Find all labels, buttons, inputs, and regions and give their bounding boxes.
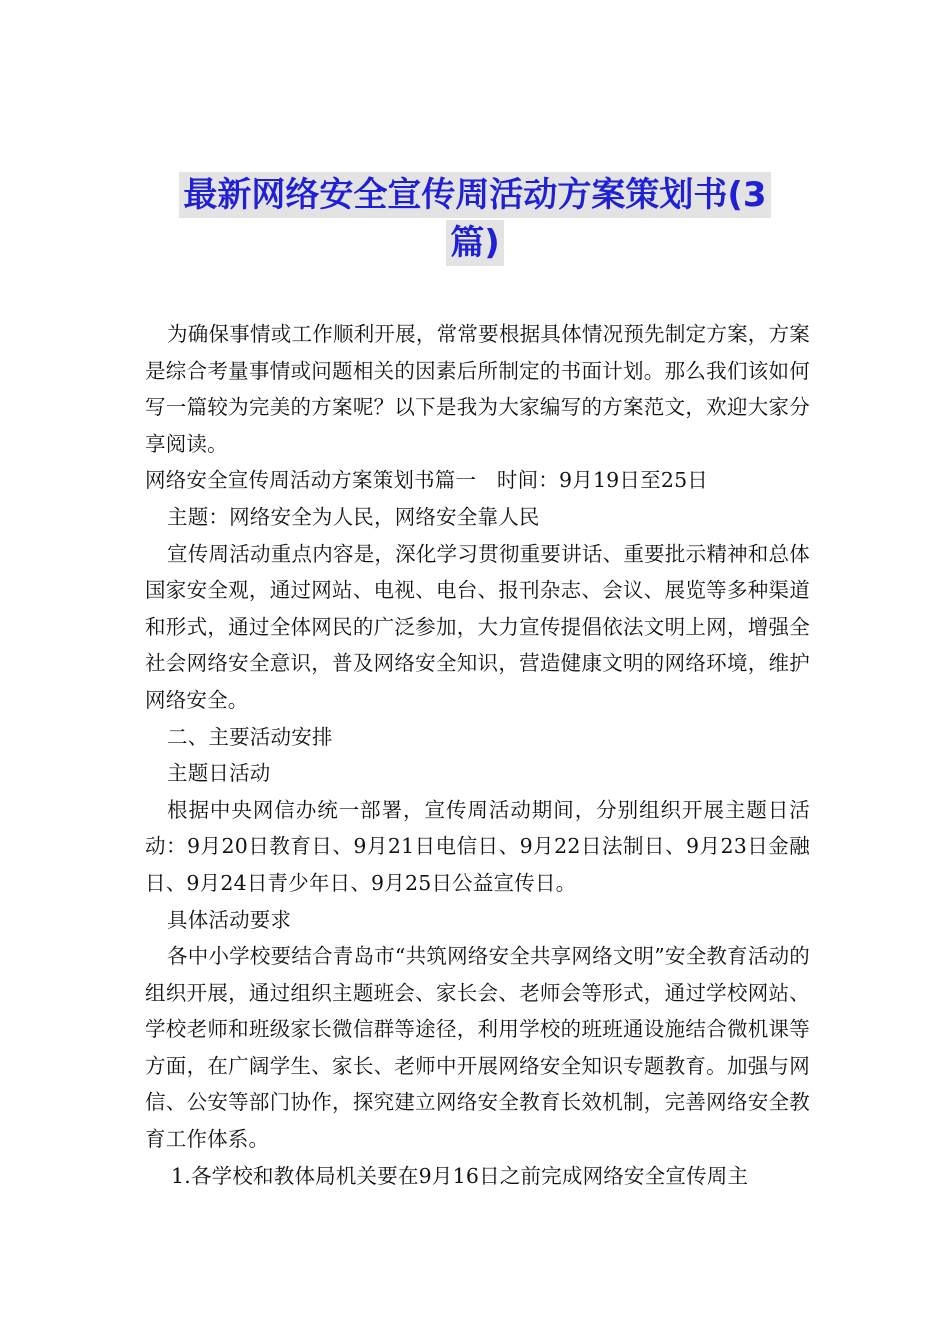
- subheading-theme-days: 主题日活动: [167, 761, 271, 786]
- document-title: [100, 172, 850, 266]
- title-line-2: 篇): [446, 220, 504, 266]
- theme-line: 主题：网络安全为人民，网络安全靠人民: [167, 504, 540, 529]
- section-heading-activities: 二、主要活动安排: [167, 724, 333, 749]
- section-heading-time: 网络安全宣传周活动方案策划书篇一 时间：9月19日至25日: [145, 468, 709, 493]
- subheading-requirements: 具体活动要求: [167, 907, 292, 932]
- intro-paragraph: 为确保事情或工作顺利开展，常常要根据具体情况预先制定方案，方案是综合考量事情或问题相关的因素后所制定的书面计划。那么我们该如何写一篇较为完美的方案呢？以下是我为大家编写的方案范文，欢迎大家分享阅读。: [145, 322, 810, 456]
- requirements-paragraph: 各中小学校要结合青岛市“共筑网络安全共享网络文明”安全教育活动的组织开展，通过组织主题班会、家长会、老师会等形式，通过学校网站、学校老师和班级家长微信群等途径，利用学校的班班通设施结合微机课等方面，在广阔学生、家长、老师中开展网络安全知识专题教育。加强与网信、公安等部门协作，探究建立网络安全教育长效机制，完善网络安全教育工作体系。: [145, 944, 810, 1152]
- numbered-item-1: 1.各学校和教体局机关要在9月16日之前完成网络安全宣传周主: [171, 1163, 749, 1188]
- title-line-1: 最新网络安全宣传周活动方案策划书(3: [179, 172, 770, 218]
- theme-days-paragraph: 根据中央网信办统一部署，宣传周活动期间，分别组织开展主题日活动：9月20日教育日、9月21日电信日、9月22日法制日、9月23日金融日、9月24日青少年日、9月25日公益宣传日。: [145, 797, 810, 895]
- content-paragraph: 宣传周活动重点内容是，深化学习贯彻重要讲话、重要批示精神和总体国家安全观，通过网站、电视、电台、报刊杂志、会议、展览等多种渠道和形式，通过全体网民的广泛参加，大力宣传提倡依法文明上网，增强全社会网络安全意识，普及网络安全知识，营造健康文明的网络环境，维护网络安全。: [145, 541, 810, 712]
- document-body: [145, 316, 810, 1194]
